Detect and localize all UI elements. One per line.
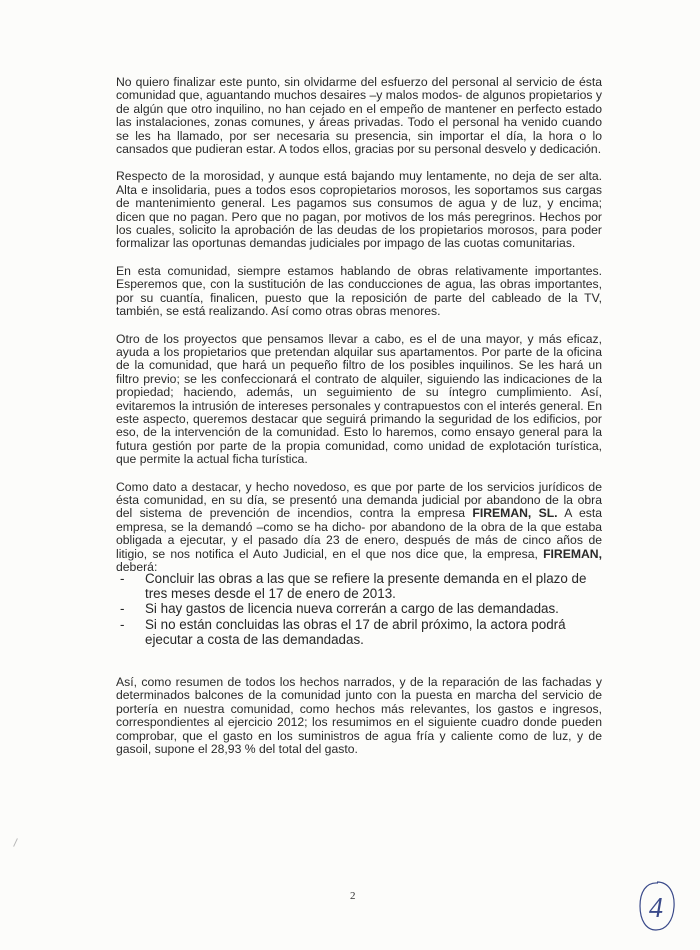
list-bullet: - (120, 601, 125, 617)
fireman-text-part1: Como dato a destacar, y hecho novedoso, es que por parte de los servicios jurídicos de ésta comunidad, en su día, se presentó una demanda judicial por abandono de la obra del sistema de prevención de incendios, contra la empresa (116, 479, 602, 521)
fireman-text-part3: deberá: (116, 560, 158, 574)
paragraph-proyectos: Otro de los proyectos que pensamos llevar a cabo, es el de una mayor, y más eficaz, ayuda a los propietarios que pretendan alquilar sus apartamentos. Por parte de la oficina de la comunidad, que hará un pequeño filtro de los posibles inquilinos. Se les hará un filtro previo; se les confeccionará el contrato de alquiler, siguiendo las indicaciones de la propiedad; haciendo, además, un seguimiento de su íntegro cumplimiento. Así, evitaremos la intrusión de intereses personales y contrapuestos con el interés general. En este aspecto, queremos destacar que seguirá primando la seguridad de los edificios, por eso, de la intervención de la comunidad. Esto lo haremos, como ensayo general para la futura gestión por parte de la propia comunidad, como unidad de explotación turística, que permite la actual ficha turística. (116, 331, 602, 467)
list-item (120, 571, 600, 601)
list-item (120, 617, 600, 647)
paragraph-fireman (116, 481, 602, 575)
paragraph-obras: En esta comunidad, siempre estamos hablando de obras relativamente importantes. Esperemos que, con la sustitución de las conducciones de agua, las obras importantes, por su cuantía, finalicen, puesto que la reposición de parte del cableado de la TV, también, se está realizando. Así como otras obras menores. (116, 263, 602, 319)
handwritten-circled-number (637, 879, 677, 933)
company-name-bold: FIREMAN, (543, 546, 602, 561)
main-text (116, 76, 602, 588)
summary-text (116, 676, 602, 770)
company-name-bold: FIREMAN, SL. (472, 506, 558, 521)
paragraph-summary: Así, como resumen de todos los hechos narrados, y de la reparación de las fachadas y determinados balcones de la comunidad junto con la puesta en marcha del servicio de portería en nuestra comunidad, como hechos más relevantes, los gastos e ingresos, correspondientes al ejercicio 2012; los resumimos en el siguiente cuadro donde pueden comprobar, que el gasto en los suministros de agua fría y caliente como de luz, y de gasoil, supone el 28,93 % del total del gasto. (116, 675, 602, 757)
paragraph-staff-thanks: No quiero finalizar este punto, sin olvidarme del esfuerzo del personal al servicio de ésta comunidad que, aguantando muchos desaires –y malos modos- de algunos propietarios y de algún que otro inquilino, no han cejado en el empeño de mantener en perfecto estado las instalaciones, zonas comunes, y áreas privadas. Todo el personal ha venido cuando se les ha llamado, por ser necesaria su presencia, sin importar el día, la hora o lo cansados que pudieran estar. A todos ellos, gracias por su personal desvelo y dedicación. (116, 75, 602, 157)
handwritten-number: 4 (649, 893, 663, 924)
list-bullet: - (120, 616, 125, 632)
court-order-list (120, 571, 600, 647)
list-item-text: Si no están concluidas las obras el 17 de abril próximo, la actora podrá ejecutar a costa de las demandadas. (145, 616, 566, 647)
list-item-text: Concluir las obras a las que se refiere la presente demanda en el plazo de tres meses desde el 17 de enero de 2013. (145, 571, 587, 602)
fireman-text-part2: A esta empresa, se la demandó –como se ha dicho- por abandono de la obra de la que estaba obligada a ejecutar, y el pasado día 23 de enero, después de más de cinco años de litigio, se nos notifica el Auto Judicial, en el que nos dice que, la empresa, (116, 506, 603, 561)
list-item (120, 601, 600, 616)
paper-scratch (13, 838, 18, 847)
paragraph-morosidad: Respecto de la morosidad, y aunque está bajando muy lentamente, no deja de ser alta. Alta e insolidaria, pues a todos esos copropietarios morosos, les soportamos sus cargas de mantenimiento general. Les pagamos sus consumos de agua y de luz, y encima; dicen que no pagan. Pero que no pagan, por motivos de los más peregrinos. Hechos por los cuales, solicito la aprobación de las deudas de los propietarios morosos, para poder formalizar las oportunas demandas judiciales por impago de las cuotas comunitarias. (116, 169, 602, 251)
list-bullet: - (120, 571, 125, 586)
page-number: 2 (350, 890, 356, 902)
list-item-text: Si hay gastos de licencia nueva correrán a cargo de las demandadas. (145, 601, 559, 617)
